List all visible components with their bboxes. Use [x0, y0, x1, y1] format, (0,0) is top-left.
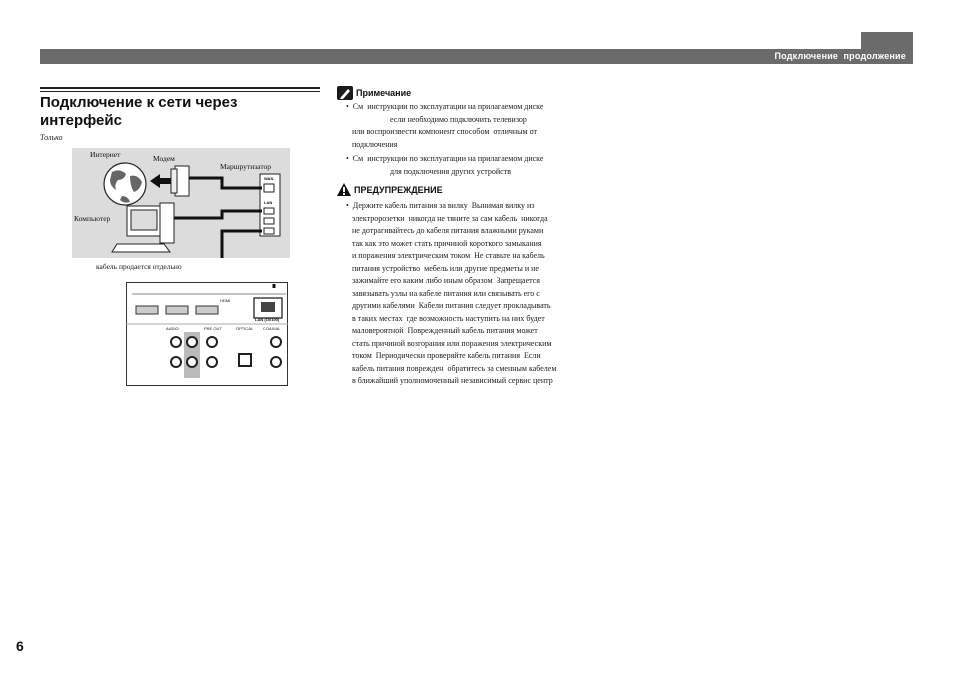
page-number: 6: [16, 638, 24, 654]
receiver-rear-panel: [126, 282, 288, 386]
note-bullet-1-line-4: подключения: [346, 140, 398, 149]
note-bullet-1-line-3: или воспроизвести компонент способом отличным от: [346, 127, 537, 136]
note-title: Примечание: [356, 88, 412, 98]
warning-line-8: завязывать узлы на кабеле питания или связывать его с: [346, 288, 540, 298]
computer-icon: [112, 203, 174, 252]
header-tab: [861, 32, 913, 49]
arrow-icon: [150, 174, 172, 188]
note-bullet-2-line-1: • См инструкции по эксплуатации на прилагаемом диске: [346, 154, 544, 163]
warning-line-2: электророзетки никогда не тяните за сам кабель никогда: [346, 213, 548, 223]
warning-line-12: стать причиной возгорания или поражения электрическим: [346, 338, 552, 348]
section-title: Подключение к сети через интерфейс: [40, 94, 238, 129]
warning-title: ПРЕДУПРЕЖДЕНИЕ: [354, 184, 443, 195]
warning-triangle-icon: [337, 183, 351, 196]
warning-line-1: • Держите кабель питания за вилку Вынимая вилку из: [346, 201, 535, 210]
internet-label: Интернет: [90, 150, 121, 159]
title-rule-thin: [40, 91, 320, 92]
router-label: Маршрутизатор: [220, 162, 271, 171]
hdmi-tag: HDMI: [220, 298, 231, 303]
cable-label: кабель продается отдельно: [96, 262, 182, 271]
router-icon: [260, 174, 280, 236]
audio-tag: AUDIO: [166, 326, 179, 331]
warning-line-13: током Периодически проверяйте кабель питания Если: [346, 351, 541, 360]
pre-out-tag: PRE OUT: [204, 326, 222, 331]
lan-port-tag: LAN (10/100): [255, 317, 280, 322]
note-pencil-icon: [337, 86, 353, 100]
note-header: [337, 85, 411, 101]
wan-tag: WAN: [264, 176, 274, 181]
warning-line-6: питания устройство мебель или другие предметы и не: [346, 263, 539, 273]
warning-line-15: в ближайший уполномоченный независимый сервис центр: [346, 376, 553, 385]
warning-line-7: зажимайте его каким либо иным образом Запрещается: [346, 276, 540, 285]
note-bullet-1-line-2: если необходимо подключить телевизор: [346, 115, 527, 124]
computer-label: Компьютер: [74, 214, 111, 223]
lan-tag: LAN: [264, 200, 273, 205]
warning-line-10: в таких местах где возможность наступить на них будет: [346, 313, 545, 323]
warning-header: [337, 183, 443, 196]
note-bullet-2-line-2: для подключения других устройств: [346, 167, 512, 176]
header-section-label: Подключение продолжение: [774, 51, 906, 61]
note-bullet-1-line-1: • См инструкции по эксплуатации на прилагаемом диске: [346, 102, 544, 111]
optical-tag: OPTICAL: [236, 326, 254, 331]
only-label: Только: [40, 133, 63, 142]
warning-line-9: другими кабелями Кабели питания следует прокладывать: [346, 301, 551, 310]
warning-line-3: не дотрагивайтесь до кабеля питания влажными руками: [346, 226, 544, 235]
warning-line-4: так как это может стать причиной короткого замыкания: [346, 238, 542, 248]
coaxial-tag: COAXIAL: [263, 326, 281, 331]
globe-icon: [104, 163, 146, 205]
warning-line-14: кабель питания поврежден обратитесь за сменным кабелем: [346, 363, 557, 373]
warning-line-11: маловероятной Поврежденный кабель питания может: [346, 326, 538, 335]
modem-icon: [171, 166, 189, 196]
modem-label: Модем: [153, 154, 175, 163]
warning-line-5: и поражения электрическим током Не ставьте на кабель: [346, 251, 545, 260]
title-rule: [40, 87, 320, 89]
